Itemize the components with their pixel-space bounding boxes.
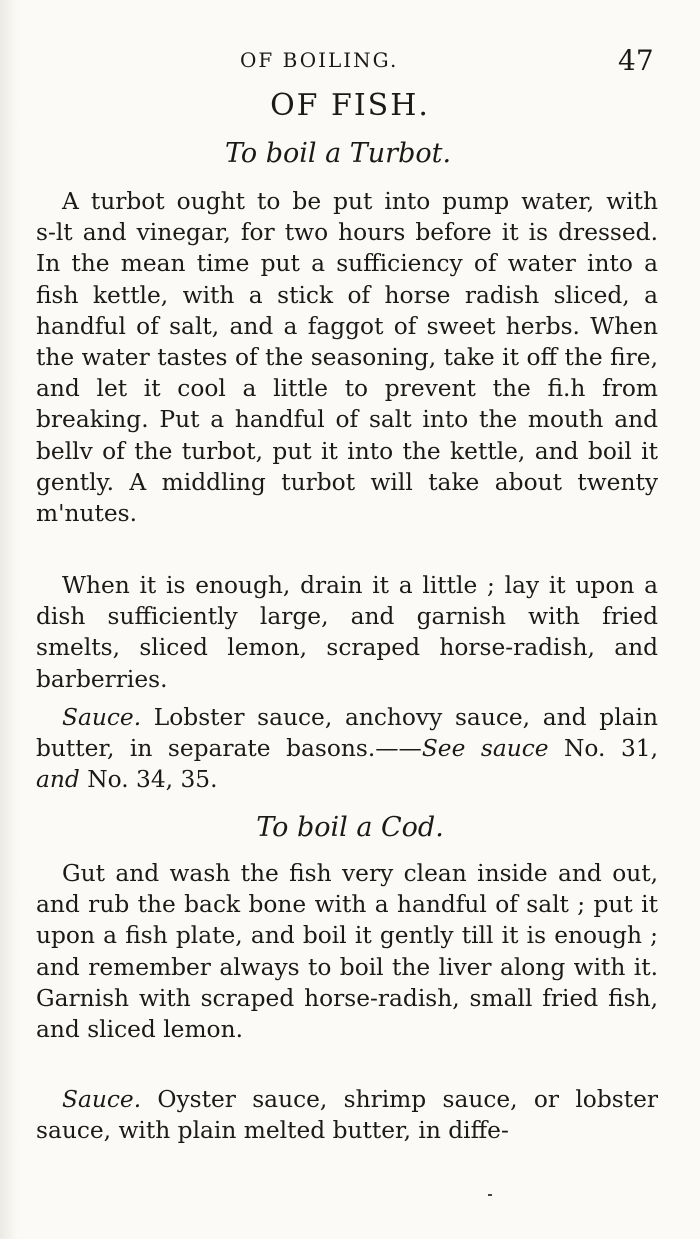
sauce-reference-1: No. 31, [548, 735, 658, 763]
cod-paragraph-1: Gut and wash the fish very clean inside and out, and rub the back bone with a handful of salt ; put it upon a fish plate, and boil it gently till it is enough ; and remember always to boil the liver along with it. Garnish with scraped horse-radish, small fried fish, and sliced lemon. [36, 860, 658, 1044]
turbot-paragraph-1: A turbot ought to be put into pump water, with s‑lt and vinegar, for two hours before it is dressed. In the mean time put a sufficiency of water into a fish kettle, with a stick of horse radish sliced, a handful of salt, and a faggot of sweet herbs. When the water tastes of the seasoning, take it off the fire, and let it cool a little to prevent the fi.h from breaking. Put a handful of salt into the mouth and bellv of the turbot, put it into the kettle, and boil it gently. A middling turbot will take about twenty m'nutes. [36, 188, 658, 528]
see-sauce-label: See sauce [421, 735, 549, 763]
recipe-title-turbot: To boil a Turbot. [224, 138, 452, 169]
and-label: and [36, 766, 80, 794]
running-title: OF BOILING. [240, 48, 399, 72]
sauce-text: Lobster sauce, anchovy sauce, and plain butter, in separate basons.—— [36, 704, 658, 763]
cod-sauce-paragraph [36, 1084, 658, 1146]
running-head [0, 44, 700, 84]
sauce-label: Sauce. [62, 704, 142, 731]
recipe-title-cod: To boil a Cod. [256, 812, 444, 843]
turbot-sauce-paragraph [36, 702, 658, 796]
turbot-paragraph-2: When it is enough, drain it a little ; lay it upon a dish sufficiently large, and garnish with fried smelts, sliced lemon, scraped horse-radish, and barberries. [36, 572, 658, 693]
section-heading: OF FISH. [270, 88, 430, 123]
page-number: 47 [618, 44, 654, 77]
ink-speck [488, 1194, 492, 1196]
sauce-label: Sauce. [62, 1086, 142, 1113]
sauce-text: Oyster sauce, shrimp sauce, or lobster sauce, with plain melted butter, in diffe- [36, 1086, 658, 1145]
sauce-reference-2: No. 34, 35. [79, 766, 218, 794]
